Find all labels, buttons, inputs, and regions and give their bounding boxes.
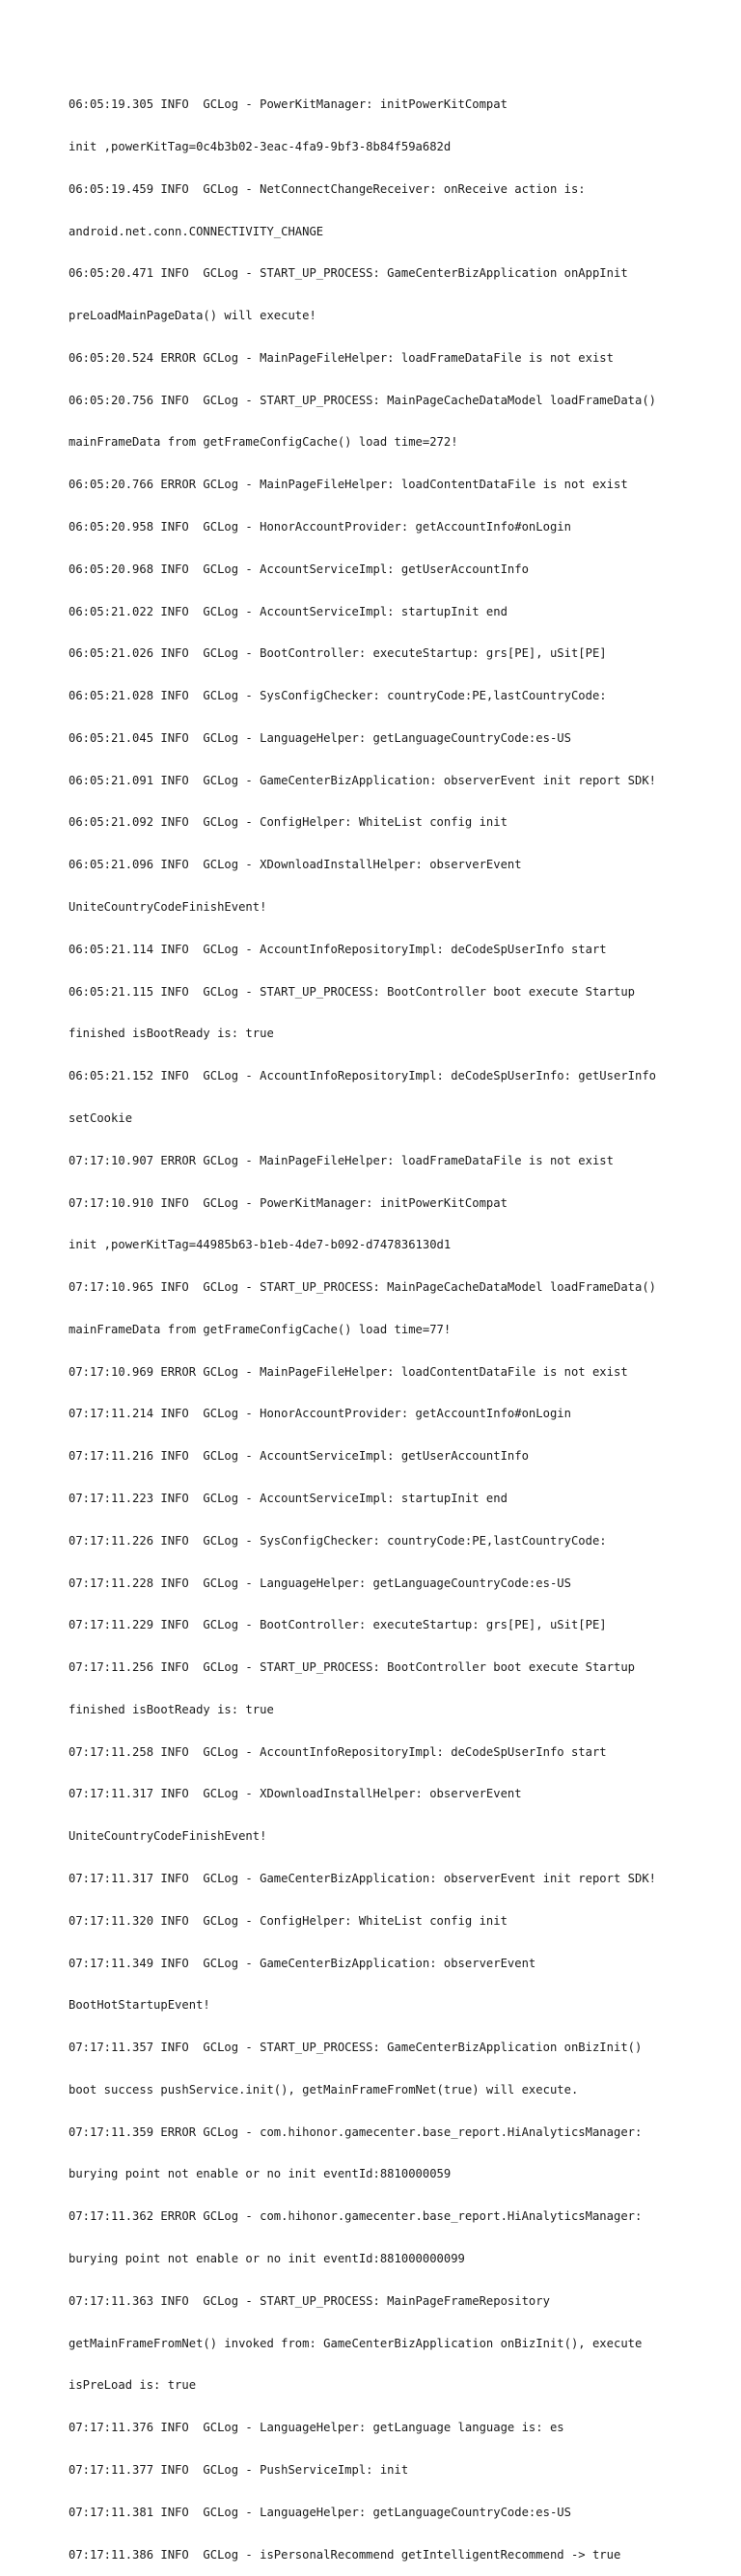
log-line: init ,powerKitTag=0c4b3b02-3eac-4fa9-9bf3-8b84f59a682d <box>69 139 452 153</box>
log-line: preLoadMainPageData() will execute! <box>69 309 316 323</box>
log-line: UniteCountryCodeFinishEvent! <box>69 1829 267 1844</box>
log-line: 07:17:11.362 ERROR GCLog - com.hihonor.gamecenter.base_report.HiAnalyticsManager: <box>69 2209 643 2224</box>
log-line: 07:17:11.256 INFO GCLog - START_UP_PROCESS: BootController boot execute Startup <box>69 1660 635 1675</box>
log-line: burying point not enable or no init eventId:881000000099 <box>69 2252 465 2266</box>
log-line: 07:17:11.216 INFO GCLog - AccountServiceImpl: getUserAccountInfo <box>69 1449 529 1464</box>
log-line: 07:17:11.381 INFO GCLog - LanguageHelper: getLanguageCountryCode:es-US <box>69 2505 571 2519</box>
log-line: 07:17:11.226 INFO GCLog - SysConfigChecker: countryCode:PE,lastCountryCode: <box>69 1533 607 1548</box>
log-line: 07:17:11.320 INFO GCLog - ConfigHelper: WhiteList config init <box>69 1913 508 1928</box>
log-line: BootHotStartupEvent! <box>69 1998 210 2013</box>
log-line: 07:17:11.317 INFO GCLog - GameCenterBizApplication: observerEvent init report SDK! <box>69 1872 657 1885</box>
log-line: 07:17:11.357 INFO GCLog - START_UP_PROCESS: GameCenterBizApplication onBizInit() <box>69 2041 643 2055</box>
log-line: 06:05:20.756 INFO GCLog - START_UP_PROCESS: MainPageCacheDataModel loadFrameData() <box>69 393 657 407</box>
log-line: 07:17:11.377 INFO GCLog - PushServiceImpl: init <box>69 2462 409 2477</box>
log-line: isPreLoad is: true <box>69 2378 197 2393</box>
log-line: 06:05:21.092 INFO GCLog - ConfigHelper: WhiteList config init <box>69 815 508 830</box>
log-line: 06:05:20.958 INFO GCLog - HonorAccountProvider: getAccountInfo#onLogin <box>69 520 571 534</box>
log-line: 07:17:10.969 ERROR GCLog - MainPageFileHelper: loadContentDataFile is not exist <box>69 1364 628 1379</box>
log-line: init ,powerKitTag=44985b63-b1eb-4de7-b092-d747836130d1 <box>69 1238 452 1252</box>
log-line: 07:17:11.349 INFO GCLog - GameCenterBizApplication: observerEvent <box>69 1956 536 1970</box>
log-line: 06:05:21.022 INFO GCLog - AccountServiceImpl: startupInit end <box>69 604 508 618</box>
log-line: 07:17:11.228 INFO GCLog - LanguageHelper: getLanguageCountryCode:es-US <box>69 1576 571 1590</box>
log-line: 06:05:20.471 INFO GCLog - START_UP_PROCESS: GameCenterBizApplication onAppInit <box>69 266 628 281</box>
log-line: 06:05:21.026 INFO GCLog - BootController: executeStartup: grs[PE], uSit[PE] <box>69 646 607 661</box>
log-line: finished isBootReady is: true <box>69 1702 274 1716</box>
log-line: 06:05:21.028 INFO GCLog - SysConfigChecker: countryCode:PE,lastCountryCode: <box>69 689 607 703</box>
log-line: UniteCountryCodeFinishEvent! <box>69 900 267 915</box>
log-line: 07:17:10.907 ERROR GCLog - MainPageFileHelper: loadFrameDataFile is not exist <box>69 1153 614 1167</box>
log-line: 06:05:21.115 INFO GCLog - START_UP_PROCESS: BootController boot execute Startup <box>69 984 635 999</box>
log-line: 06:05:21.045 INFO GCLog - LanguageHelper: getLanguageCountryCode:es-US <box>69 730 571 745</box>
log-line: 07:17:11.376 INFO GCLog - LanguageHelper: getLanguage language is: es <box>69 2421 564 2435</box>
log-line: 07:17:11.229 INFO GCLog - BootController: executeStartup: grs[PE], uSit[PE] <box>69 1618 607 1632</box>
log-line: 06:05:19.459 INFO GCLog - NetConnectChangeReceiver: onReceive action is: <box>69 181 586 196</box>
log-line: 06:05:21.096 INFO GCLog - XDownloadInstallHelper: observerEvent <box>69 858 522 872</box>
log-line: 06:05:19.305 INFO GCLog - PowerKitManager: initPowerKitCompat <box>69 97 508 112</box>
log-line: 07:17:11.223 INFO GCLog - AccountServiceImpl: startupInit end <box>69 1491 508 1505</box>
log-line: 07:17:11.363 INFO GCLog - START_UP_PROCESS: MainPageFrameRepository <box>69 2293 550 2308</box>
log-line: 07:17:10.910 INFO GCLog - PowerKitManager: initPowerKitCompat <box>69 1195 508 1210</box>
log-line: android.net.conn.CONNECTIVITY_CHANGE <box>69 224 324 238</box>
log-line: 07:17:10.965 INFO GCLog - START_UP_PROCESS: MainPageCacheDataModel loadFrameData() <box>69 1280 657 1295</box>
log-line: boot success pushService.init(), getMainFrameFromNet(true) will execute. <box>69 2082 579 2096</box>
log-line: 07:17:11.359 ERROR GCLog - com.hihonor.gamecenter.base_report.HiAnalyticsManager: <box>69 2124 643 2139</box>
log-line: 06:05:20.524 ERROR GCLog - MainPageFileHelper: loadFrameDataFile is not exist <box>69 350 614 365</box>
log-document <box>69 69 725 2576</box>
log-line: burying point not enable or no init eventId:8810000059 <box>69 2167 452 2181</box>
log-line: mainFrameData from getFrameConfigCache() load time=272! <box>69 435 458 450</box>
log-line: 06:05:20.766 ERROR GCLog - MainPageFileHelper: loadContentDataFile is not exist <box>69 478 628 492</box>
log-line: 06:05:21.091 INFO GCLog - GameCenterBizApplication: observerEvent init report SDK! <box>69 773 657 787</box>
log-line: 07:17:11.258 INFO GCLog - AccountInfoRepositoryImpl: deCodeSpUserInfo start <box>69 1744 607 1759</box>
log-line: setCookie <box>69 1110 133 1125</box>
log-line: getMainFrameFromNet() invoked from: GameCenterBizApplication onBizInit(), execute <box>69 2336 643 2350</box>
log-line: 07:17:11.214 INFO GCLog - HonorAccountProvider: getAccountInfo#onLogin <box>69 1407 571 1421</box>
log-line: 06:05:21.114 INFO GCLog - AccountInfoRepositoryImpl: deCodeSpUserInfo start <box>69 942 607 956</box>
log-line: 06:05:20.968 INFO GCLog - AccountServiceImpl: getUserAccountInfo <box>69 562 529 576</box>
log-line: 07:17:11.386 INFO GCLog - isPersonalRecommend getIntelligentRecommend -> true <box>69 2547 621 2562</box>
log-line: 06:05:21.152 INFO GCLog - AccountInfoRepositoryImpl: deCodeSpUserInfo: getUserInfo <box>69 1069 657 1083</box>
log-line: finished isBootReady is: true <box>69 1027 274 1041</box>
log-line: mainFrameData from getFrameConfigCache() load time=77! <box>69 1322 452 1336</box>
log-line: 07:17:11.317 INFO GCLog - XDownloadInstallHelper: observerEvent <box>69 1787 522 1801</box>
